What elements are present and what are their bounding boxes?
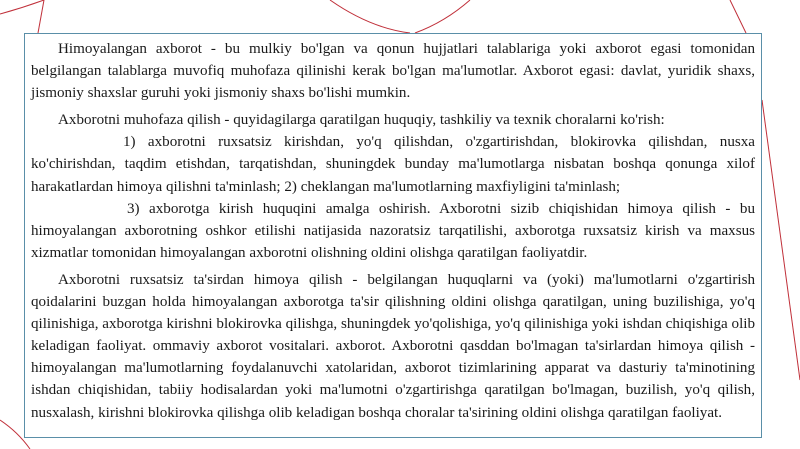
paragraph-protected-information: Himoyalangan axborot - bu mulkiy bo'lgan va qonun hujjatlari talablariga yoki axborot egasi tomonidan belgilangan talablarga muvofiq muhofaza qilinishi kerak bo'lgan ma'lumotlar. Axborot egasi: davlat, yuridik shaxs, jismoniy shaxslar guruhi yokі jismoniy shaxs bo'lishi mumkin.: [31, 41, 755, 102]
decor-line-top-center-2: [415, 0, 470, 33]
paragraph-protection-definition: Axborotni muhofaza qilish - quyidagilarga qaratilgan huquqiy, tashkiliy va texnik choralarni ko'rish:: [58, 112, 665, 129]
decor-line-top-left: [0, 0, 44, 14]
paragraph-unauthorized-impact: Axborotni ruxsatsiz ta'sirdan himoya qilish - belgilangan huquqlarni va (yoki) ma'lumotlarni o'zgartirish qoidalarini buzgan holda himoyalangan axborotga ta'sir qilishning oldini olishga qaratilgan, uning buzilishiga, yo'q qilinishiga, axborotga kirishni blokirovka qilishga, shuningdek yo'qolishiga, yo'q qilinishiga yoki ishdan chiqishiga olib keladigan faoliyat. ommaviy axborot vositalari. axborot. Axborotni qasddan bo'lmagan ta'sirlardan himoya qilish - himoyalangan ma'lumotlarning foydalanuvchi xatolaridan, axborot tizimlarining apparat va dasturiy ta'minotining ishdan chiqishidan, tabiiy hodisalardan yoki ma'lumotni o'zgartirishga qaratilgan bo'lmagan, buzilish, yo'q qilish, nusxalash, kirishni blokirovka qilishga olib keladigan boshqa choralar ta'sirining oldini olishga qaratilgan faoliyat.: [31, 271, 755, 421]
text-frame: [24, 33, 762, 438]
decor-line-top-left-2: [38, 0, 44, 33]
decor-line-right: [762, 100, 800, 380]
paragraph-protection-measures-list: 1) axborotni ruxsatsiz kirishdan, yo'q qilishdan, o'zgartirishdan, blokirovka qilishdan, nusxa ko'chirishdan, taqdim etishdan, tarqatishdan, shuningdek bunday ma'lumotlarga nisbatan boshqa qonunga xilof harakatlardan himoya qilishni ta'minlash; 2) cheklangan ma'lumotlarning maxfiyligini ta'minlash;: [31, 134, 755, 195]
decor-line-top-right: [730, 0, 746, 33]
decor-line-top-center: [330, 0, 410, 33]
paragraph-access-rights: 3) axborotga kirish huquqini amalga oshirish. Axborotni sizib chiqishidan himoya qilish - bu himoyalangan axborotning oshkor etilishi natijasida nazoratsiz tarqatilishi, axborotga ruxsatsiz kirish va maxsus xizmatlar tomonidan himoyalangan axborotni olishning oldini olishga qaratilgan faoliyatdir.: [31, 200, 755, 261]
